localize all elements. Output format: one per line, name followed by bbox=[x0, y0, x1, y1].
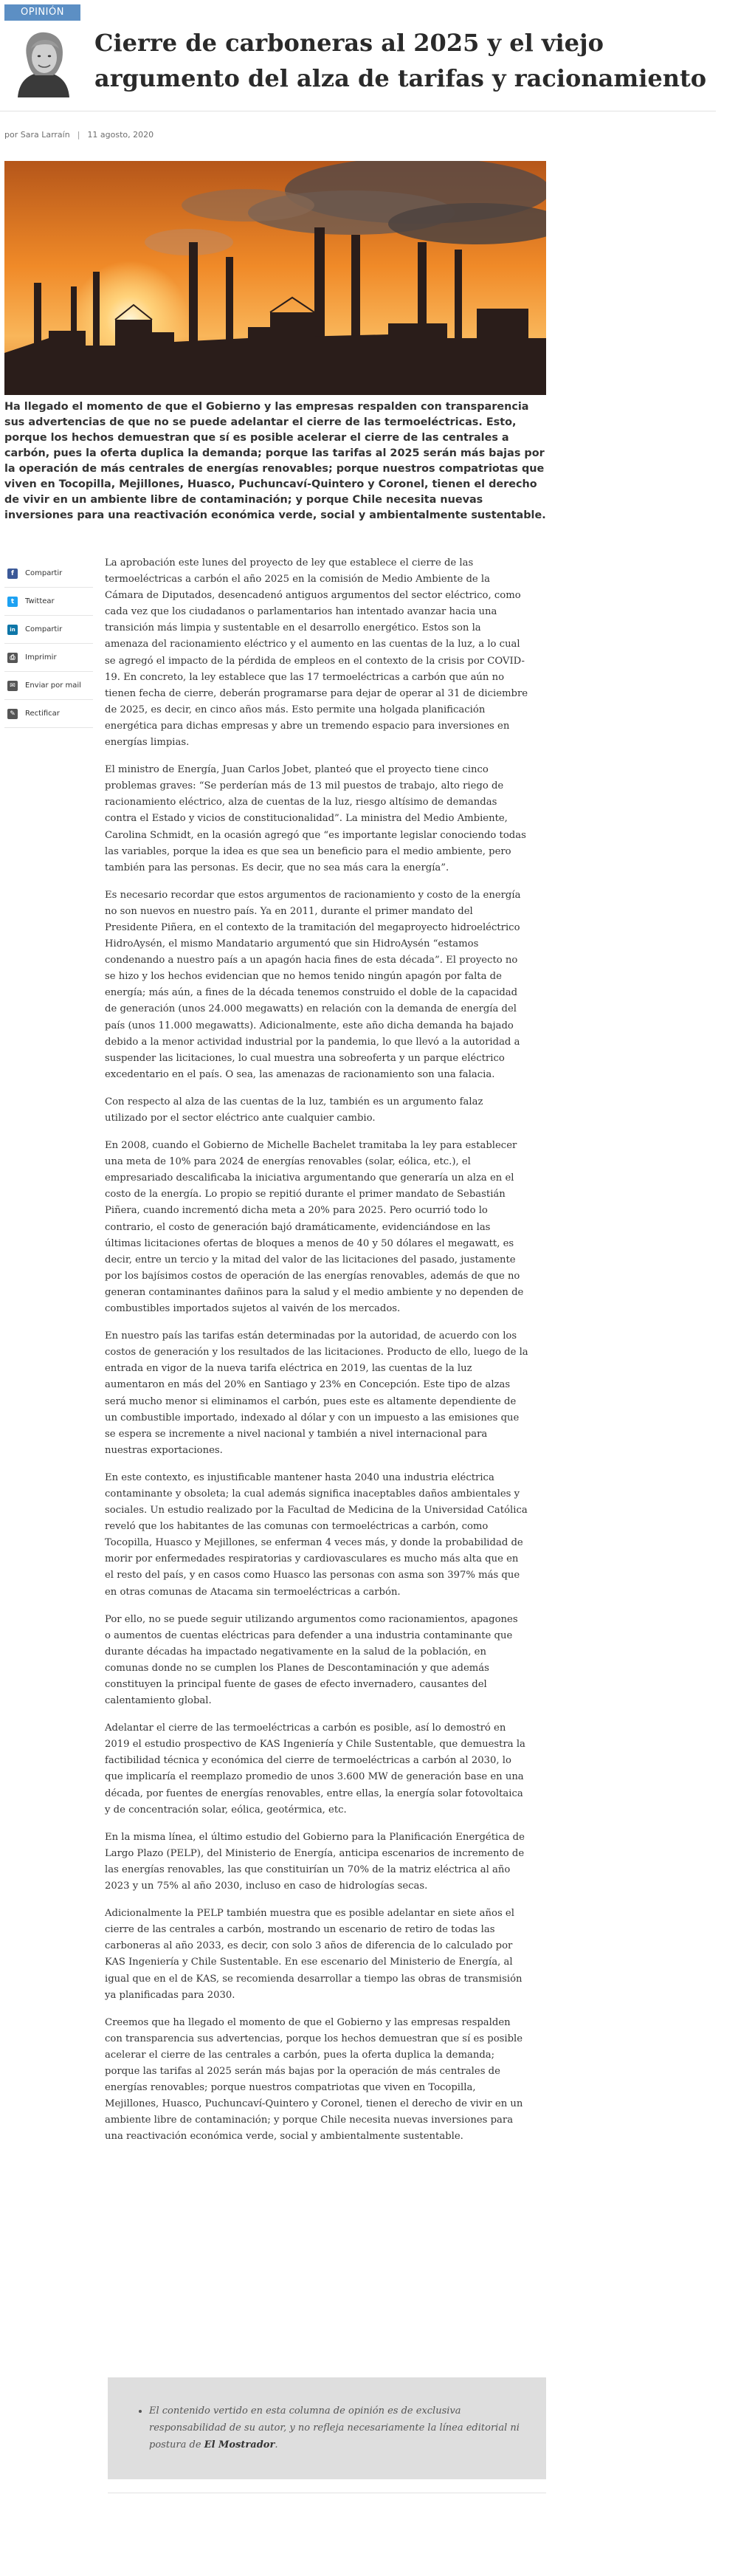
disclaimer-body: El contenido vertido en esta columna de opinión es de exclusiva responsabilidad de su autor, y no refleja necesariamente la línea editorial ni postura de bbox=[149, 2405, 520, 2450]
byline: por Sara Larraín | 11 agosto, 2020 bbox=[4, 130, 154, 140]
share-rectify[interactable] bbox=[4, 700, 93, 728]
body-paragraph: El ministro de Energía, Juan Carlos Jobet, planteó que el proyecto tiene cinco problemas graves: “Se perderían más de 13 mil puestos de trabajo, alto riego de racionamiento eléctrico, alza de cuentas de la luz, riesgo altísimo de demandas contra el Estado y vicios de constitucionalidad”. La ministra del Medio Ambiente, Carolina Schmidt, en la ocasión agregó que “es importante legislar conociendo todas las variables, porque la idea es que sea un beneficio para el medio ambiente, pero también para las personas. Es decir, que no sea más cara la energía”. bbox=[105, 764, 526, 873]
share-twitter[interactable] bbox=[4, 588, 93, 616]
facebook-icon: f bbox=[7, 569, 18, 579]
share-print[interactable] bbox=[4, 644, 93, 672]
author-link[interactable]: por Sara Larraín bbox=[4, 130, 70, 140]
body-paragraph: La aprobación este lunes del proyecto de ley que establece el cierre de las termoeléctricas a carbón el año 2025 en la comisión de Medio Ambiente de la Cámara de Diputados, desencadenó antiguos argumentos del sector eléctrico, como cada vez que los ciudadanos o parlamentarios han intentado avanzar hacia una transición más limpia y sustentable en el desarrollo energético. Estos son la amenaza del racionamiento eléctrico y el aumento en las cuentas de la luz, a lo cual se agregó el impacto de la pérdida de empleos en el contexto de la crisis por COVID- 19. En concreto, la ley establece que las 17 termoeléctricas a carbón que aún no tienen fecha de cierre, deberán programarse para dejar de operar al 31 de diciembre de 2025, es decir, en cinco años más. Esto permite una holgada planificación energética para dichas empresas y abre un tremendo espacio para inversiones en energías limpias. bbox=[105, 557, 528, 749]
disclaimer-text bbox=[149, 2402, 525, 2453]
body-paragraph: En nuestro país las tarifas están determinadas por la autoridad, de acuerdo con los costos de generación y los resultados de las licitaciones. Producto de ello, luego de la entrada en vigor de la nueva tarifa eléctrica en 2019, las cuentas de la luz aumentaron en más del 20% en Santiago y 23% en Concepción. Este tipo de alzas será mucho menor si eliminamos el carbón, pues este es altamente dependiente de un combustible importado, indexado al dólar y con un impuesto a las emisiones que se espera se incremente a nivel nacional y también a nivel internacional para nuestras exportaciones. bbox=[105, 1330, 528, 1456]
share-label: Enviar por mail bbox=[25, 681, 81, 690]
mail-icon: ✉ bbox=[7, 681, 18, 691]
body-paragraph: Es necesario recordar que estos argumentos de racionamiento y costo de la energía no son nuevos en nuestro país. Ya en 2011, durante el primer mandato del Presidente Piñera, en el contexto de la tramitación del megaproyecto hidroeléctrico HidroAysén, el mismo Mandatario argumentó que sin HidroAysén “estamos condenando a nuestro país a un apagón hacia fines de esta década”. El proyecto no se hizo y los hechos evidencian que no hemos tenido ningún apagón por falta de energía; más aún, a fines de la década tenemos construido el doble de la capacidad de generación (unos 24.000 megawatts) en relación con la demanda de energía del país (unos 11.000 megawatts). Adicionalmente, este año dicha demanda ha bajado debido a la menor actividad industrial por la pandemia, lo que llevó a la autoridad a suspender las licitaciones, lo cual muestra una sobreoferta y un parque eléctrico excedentario en el país. O sea, las amenazas de racionamiento son una falacia. bbox=[105, 889, 521, 1080]
edit-icon: ✎ bbox=[7, 709, 18, 719]
share-label: Twittear bbox=[25, 597, 55, 605]
share-facebook[interactable] bbox=[4, 560, 93, 588]
article-title: Cierre de carboneras al 2025 y el viejo argumento del alza de tarifas y racionamiento bbox=[94, 29, 707, 92]
share-label: Rectificar bbox=[25, 710, 60, 718]
print-icon: ⎙ bbox=[7, 653, 18, 663]
body-paragraph: Adelantar el cierre de las termoeléctricas a carbón es posible, así lo demostró en 2019 el estudio prospectivo de KAS Ingeniería y Chile Sustentable, que demuestra la factibilidad técnica y económica del cierre de termoeléctricas a carbón al 2030, lo que implicaría el reemplazo promedio de unos 3.600 MW de generación base en una década, por fuentes de energías renovables, entre ellas, la energía solar fotovoltaica y de concentración solar, eólica, geotérmica, etc. bbox=[105, 1723, 525, 1816]
article-body bbox=[105, 555, 546, 2156]
body-paragraph: En la misma línea, el último estudio del Gobierno para la Planificación Energética de Largo Plazo (PELP), del Ministerio de Energía, anticipa escenarios de incremento de las energías renovables, las que constituirían un 70% de la matriz eléctrica al año 2023 y un 75% al año 2030, incluso en caso de hidrologías secas. bbox=[105, 1831, 525, 1892]
share-label: Compartir bbox=[25, 625, 63, 633]
outlet-name: El Mostrador bbox=[204, 2439, 275, 2450]
body-paragraph: Creemos que ha llegado el momento de que el Gobierno y las empresas respalden con transparencia sus advertencias, porque los hechos demuestran que sí es posible acelerar el cierre de las centrales a carbón, pues la oferta duplica la demanda; porque las tarifas al 2025 serán más bajas por la operación de más centrales de energías renovables; porque nuestros compatriotas que viven en Tocopilla, Mejillones, Huasco, Puchuncaví-Quintero y Coronel, tienen el derecho de vivir en un ambiente libre de contaminación; y porque Chile necesita nuevas inversiones para una reactivación económica verde, social y ambientalmente sustentable. bbox=[105, 2016, 523, 2143]
share-label: Imprimir bbox=[25, 653, 57, 662]
linkedin-icon: in bbox=[7, 625, 18, 635]
twitter-icon: t bbox=[7, 597, 18, 607]
body-paragraph: Con respecto al alza de las cuentas de la luz, también es un argumento falaz utilizado por el sector eléctrico ante cualquier cambio. bbox=[105, 1096, 483, 1124]
body-paragraph: En 2008, cuando el Gobierno de Michelle Bachelet tramitaba la ley para establecer una meta de 10% para 2024 de energías renovables (solar, eólica, etc.), el empresariado descalificaba la iniciativa argumentando que generaría un alza en el costo de la energía. Lo propio se repitió durante el primer mandato de Sebastián Piñera, cuando incrementó dicha meta a 20% para 2025. Pero ocurrió todo lo contrario, el costo de generación bajó dramáticamente, evidenciándose en las últimas licitaciones ofertas de bloques a menos de 40 y 50 dólares el megawatt, es decir, entre un tercio y la mitad del valor de las licitaciones del pasado, justamente por los bajísimos costos de operación de las energías renovables, además de que no generan contaminantes dañinos para la salud y el medio ambiente y no dependen de combustibles importados sujetos al vaivén de los mercados. bbox=[105, 1140, 524, 1315]
share-sidebar bbox=[4, 560, 93, 728]
share-linkedin[interactable] bbox=[4, 616, 93, 644]
body-paragraph: En este contexto, es injustificable mantener hasta 2040 una industria eléctrica contaminante y obsoleta; la cual además significa inaceptables daños ambientales y sociales. Un estudio realizado por la Facultad de Medicina de la Universidad Católica reveló que los habitantes de las comunas con termoeléctricas a carbón, como Tocopilla, Huasco y Mejillones, se enferman 4 veces más, y donde la probabilidad de morir por enfermedades respiratorias y cardiovasculares es mucho más alta que en el resto del país, y en casos como Huasco las personas con asma son 397% más que en otras comunas de Atacama sin termoeléctricas a carbón. bbox=[105, 1471, 528, 1598]
author-photo bbox=[10, 27, 77, 97]
body-paragraph: Por ello, no se puede seguir utilizando argumentos como racionamientos, apagones o aumentos de cuentas eléctricas para defender a una industria contaminante que durante décadas ha impactado negativamente en la salud de la población, en comunas donde no se cumplen los Planes de Descontaminación y que además constituyen la principal fuente de gases de efecto invernadero, causantes del calentamiento global. bbox=[105, 1613, 518, 1707]
opinion-disclaimer bbox=[108, 2377, 546, 2479]
disclaimer-end: . bbox=[275, 2439, 278, 2450]
share-label: Compartir bbox=[25, 569, 63, 577]
share-mail[interactable] bbox=[4, 672, 93, 700]
section-tag[interactable]: OPINIÓN bbox=[4, 4, 80, 21]
body-paragraph: Adicionalmente la PELP también muestra que es posible adelantar en siete años el cierre de las centrales a carbón, mostrando un escenario de retiro de todas las carboneras al año 2033, es decir, con solo 3 años de diferencia de lo calculado por KAS Ingeniería y Chile Sustentable. En ese escenario del Ministerio de Energía, al igual que en el de KAS, se recomienda desarrollar a tiempo las obras de transmisión ya planificadas para 2030. bbox=[105, 1908, 523, 2001]
hero-image-industrial-chimneys bbox=[4, 161, 546, 395]
article-lead: Ha llegado el momento de que el Gobierno y las empresas respalden con transparencia sus advertencias de que no se puede adelantar el cierre de las termoeléctricas. Esto, porque los hechos demuestran que sí es posible acelerar el cierre de las centrales a carbón, pues la oferta duplica la demanda; porque las tarifas al 2025 serán más bajas por la operación de más centrales de energías renovables; porque nuestros compatriotas que viven en Tocopilla, Mejillones, Huasco, Puchuncaví-Quintero y Coronel, tienen el derecho de vivir en un ambiente libre de contaminación; y porque Chile necesita nuevas inversiones para una reactivación económica verde, social y ambientalmente sustentable. bbox=[4, 401, 546, 521]
publish-date: 11 agosto, 2020 bbox=[87, 130, 154, 140]
